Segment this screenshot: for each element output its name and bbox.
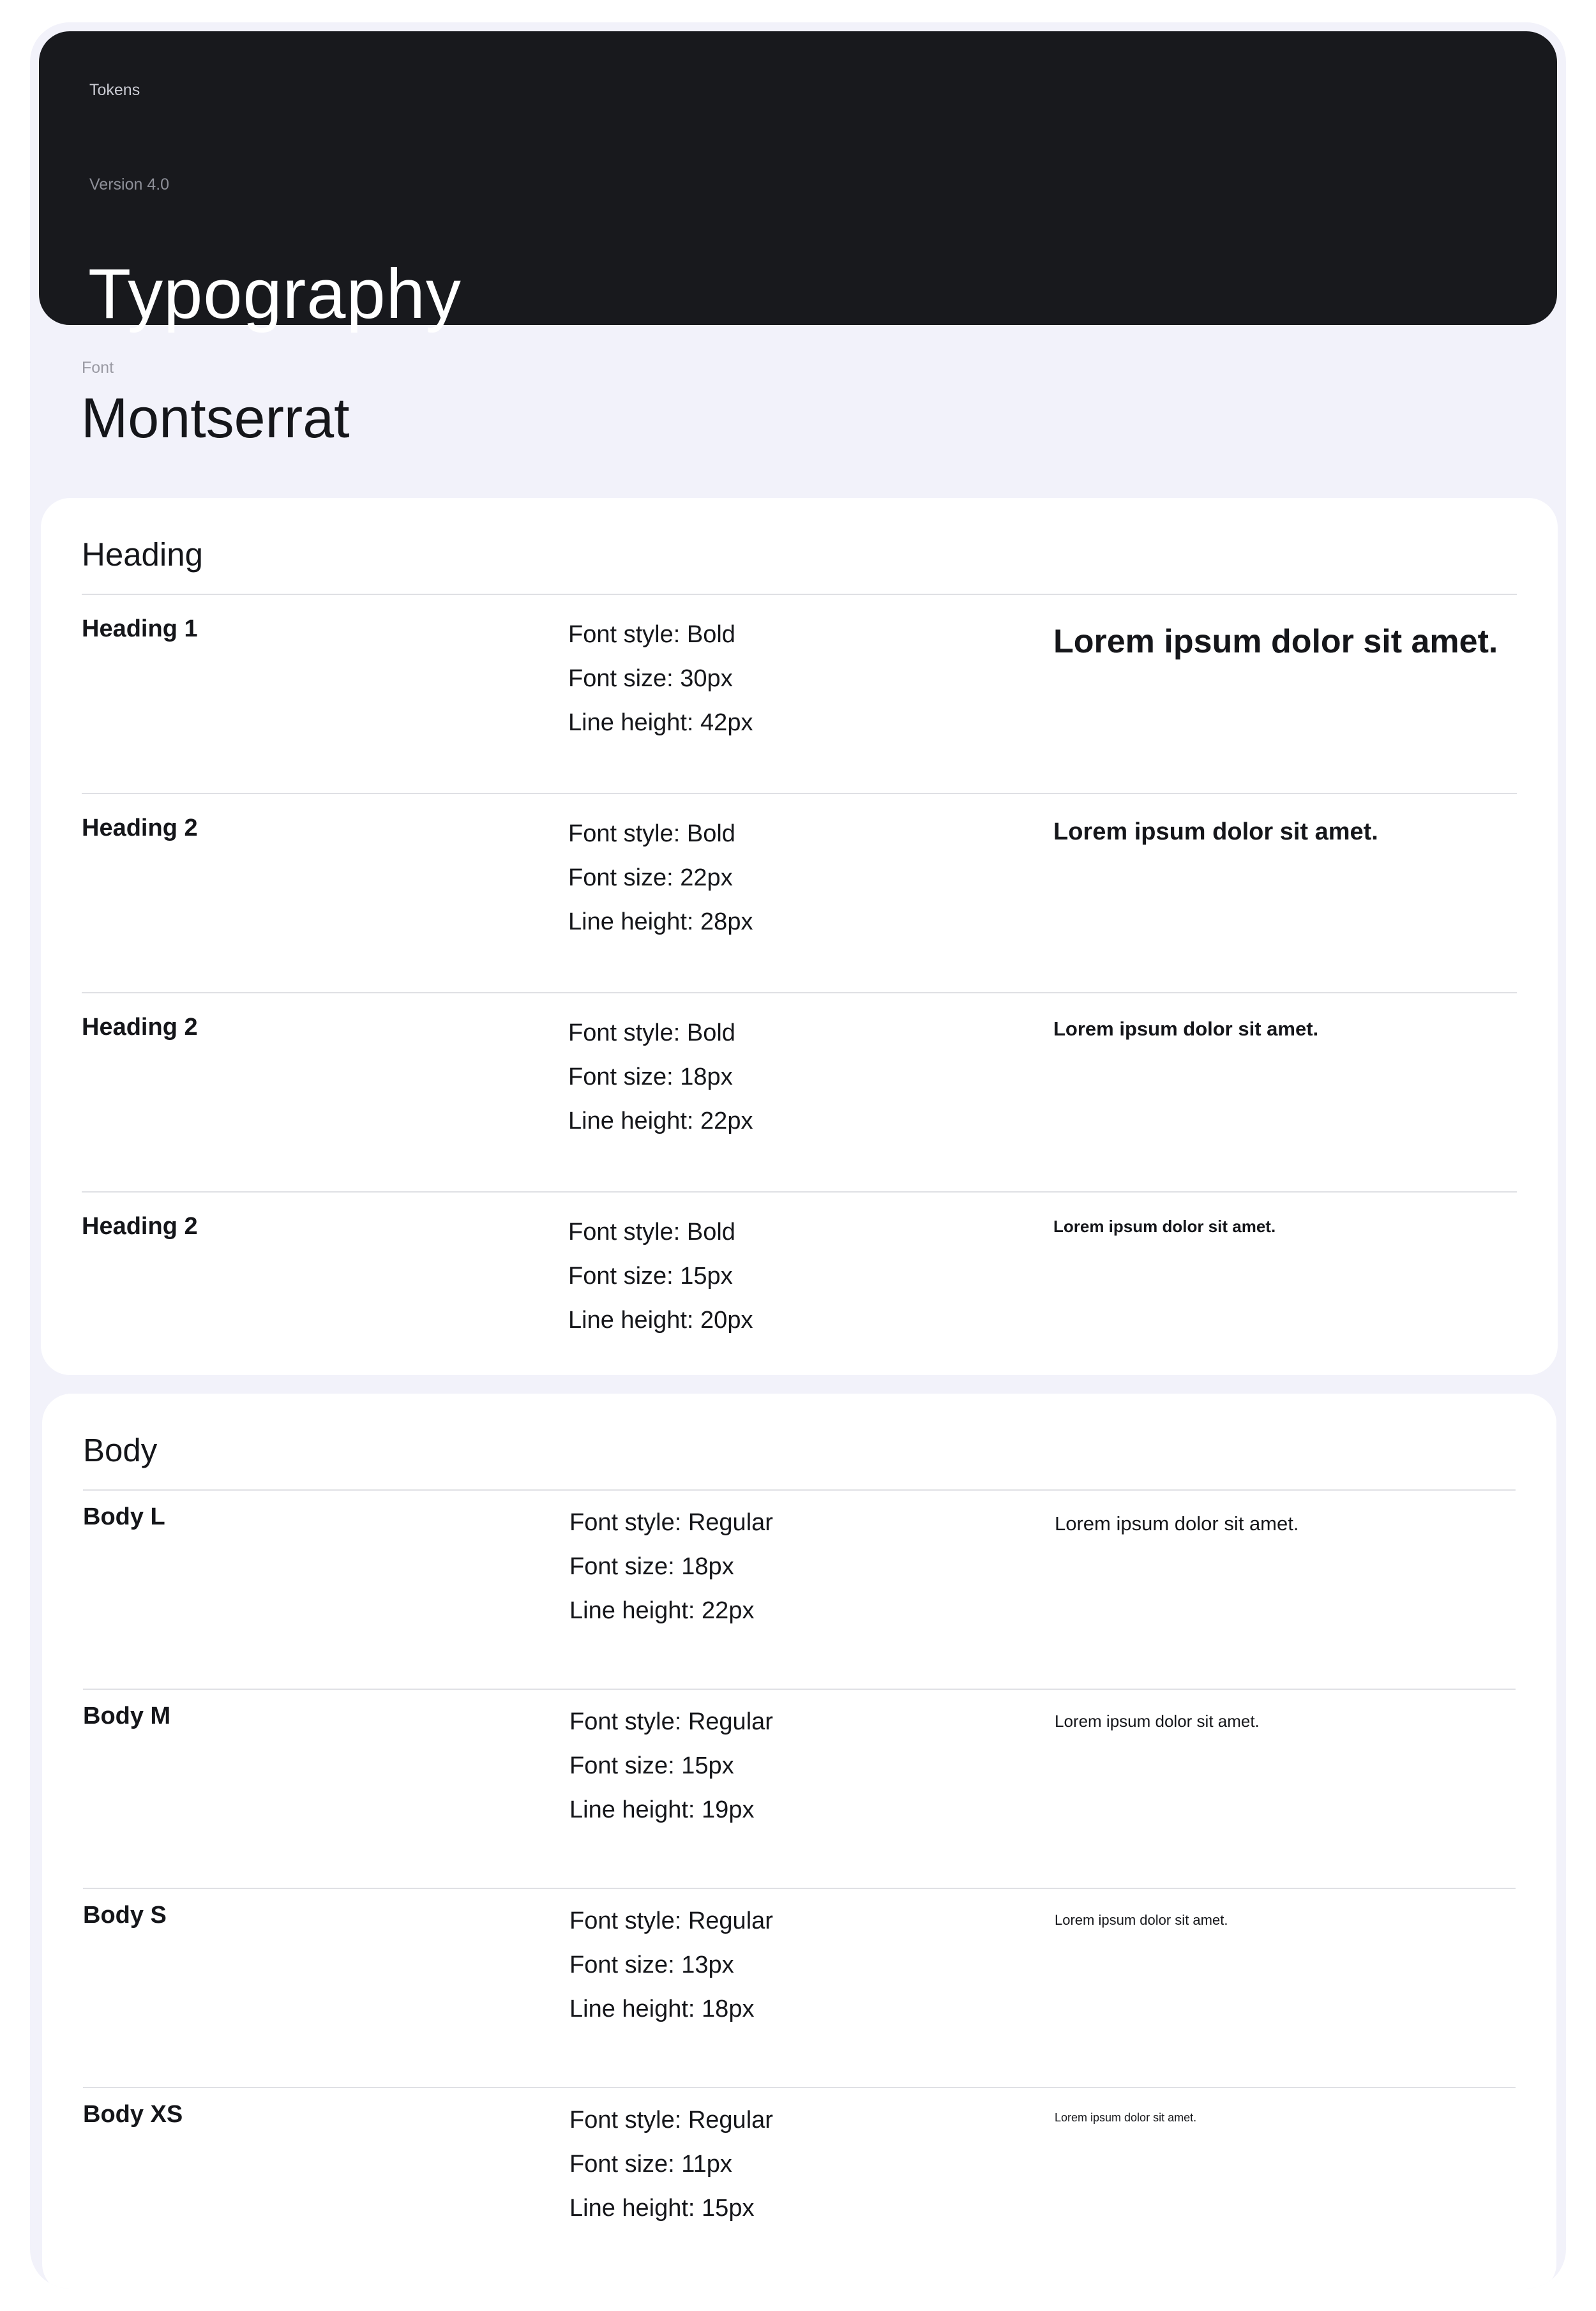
type-row-body-s	[83, 1889, 1516, 2088]
line-height: Line height: 19px	[569, 1796, 755, 1823]
token-name: Body S	[83, 1902, 167, 1929]
line-height: Line height: 28px	[568, 908, 753, 935]
font-size: Font size: 18px	[568, 1064, 733, 1090]
tokens-label: Tokens	[89, 81, 140, 99]
token-specs	[568, 1011, 753, 1143]
font-style: Font style: Regular	[569, 1509, 773, 1536]
type-sample: Lorem ipsum dolor sit amet.	[1053, 623, 1498, 660]
token-name: Body L	[83, 1503, 165, 1530]
type-row-heading-2	[82, 794, 1517, 993]
font-label: Font	[82, 359, 114, 377]
font-style: Font style: Regular	[569, 1708, 773, 1735]
typography-sheet	[30, 22, 1566, 2289]
version-label: Version 4.0	[89, 176, 170, 193]
type-row-body-m	[83, 1690, 1516, 1889]
font-style: Font style: Bold	[568, 621, 735, 648]
type-sample: Lorem ipsum dolor sit amet.	[1053, 818, 1378, 845]
token-name: Heading 2	[82, 1014, 198, 1041]
font-size: Font size: 13px	[569, 1952, 734, 1978]
font-style: Font style: Bold	[568, 820, 735, 847]
line-height: Line height: 22px	[569, 1597, 755, 1624]
header-banner	[39, 31, 1557, 333]
token-name: Body XS	[83, 2101, 183, 2128]
font-name: Montserrat	[81, 386, 350, 449]
font-size: Font size: 11px	[569, 2151, 732, 2178]
line-height: Line height: 15px	[569, 2195, 755, 2222]
body-section-card	[42, 1394, 1556, 2289]
body-section-title: Body	[83, 1432, 158, 1468]
token-specs	[568, 812, 753, 944]
token-specs	[569, 1700, 773, 1832]
token-specs	[569, 2098, 773, 2231]
font-style: Font style: Regular	[569, 1908, 773, 1934]
font-style: Font style: Bold	[568, 1020, 735, 1046]
font-size: Font size: 15px	[569, 1752, 734, 1779]
line-height: Line height: 42px	[568, 709, 753, 736]
font-style: Font style: Regular	[569, 2107, 773, 2134]
token-specs	[568, 613, 753, 745]
line-height: Line height: 20px	[568, 1307, 753, 1334]
token-name: Heading 2	[82, 815, 198, 841]
type-sample: Lorem ipsum dolor sit amet.	[1055, 1912, 1228, 1928]
type-row-body-l	[83, 1491, 1516, 1690]
type-sample: Lorem ipsum dolor sit amet.	[1055, 1712, 1260, 1731]
type-sample: Lorem ipsum dolor sit amet.	[1055, 2111, 1197, 2124]
token-name: Body M	[83, 1703, 171, 1729]
font-size: Font size: 30px	[568, 665, 733, 692]
type-row-heading-1	[82, 595, 1517, 794]
heading-section-title: Heading	[82, 536, 203, 573]
type-row-body-xs	[83, 2088, 1516, 2287]
token-name: Heading 1	[82, 615, 198, 642]
font-size: Font size: 18px	[569, 1553, 734, 1580]
type-row-heading-4	[82, 1193, 1517, 1392]
token-specs	[569, 1899, 773, 2031]
token-name: Heading 2	[82, 1213, 198, 1240]
line-height: Line height: 22px	[568, 1108, 753, 1134]
token-specs	[568, 1210, 753, 1343]
font-style: Font style: Bold	[568, 1219, 735, 1246]
page-title: Typography	[88, 254, 462, 333]
heading-section-card	[41, 498, 1558, 1375]
type-sample: Lorem ipsum dolor sit amet.	[1055, 1512, 1299, 1535]
font-size: Font size: 22px	[568, 864, 733, 891]
token-specs	[569, 1501, 773, 1633]
type-sample: Lorem ipsum dolor sit amet.	[1053, 1018, 1319, 1040]
type-row-heading-3	[82, 993, 1517, 1193]
font-size: Font size: 15px	[568, 1263, 733, 1290]
type-sample: Lorem ipsum dolor sit amet.	[1053, 1217, 1276, 1236]
line-height: Line height: 18px	[569, 1996, 755, 2022]
